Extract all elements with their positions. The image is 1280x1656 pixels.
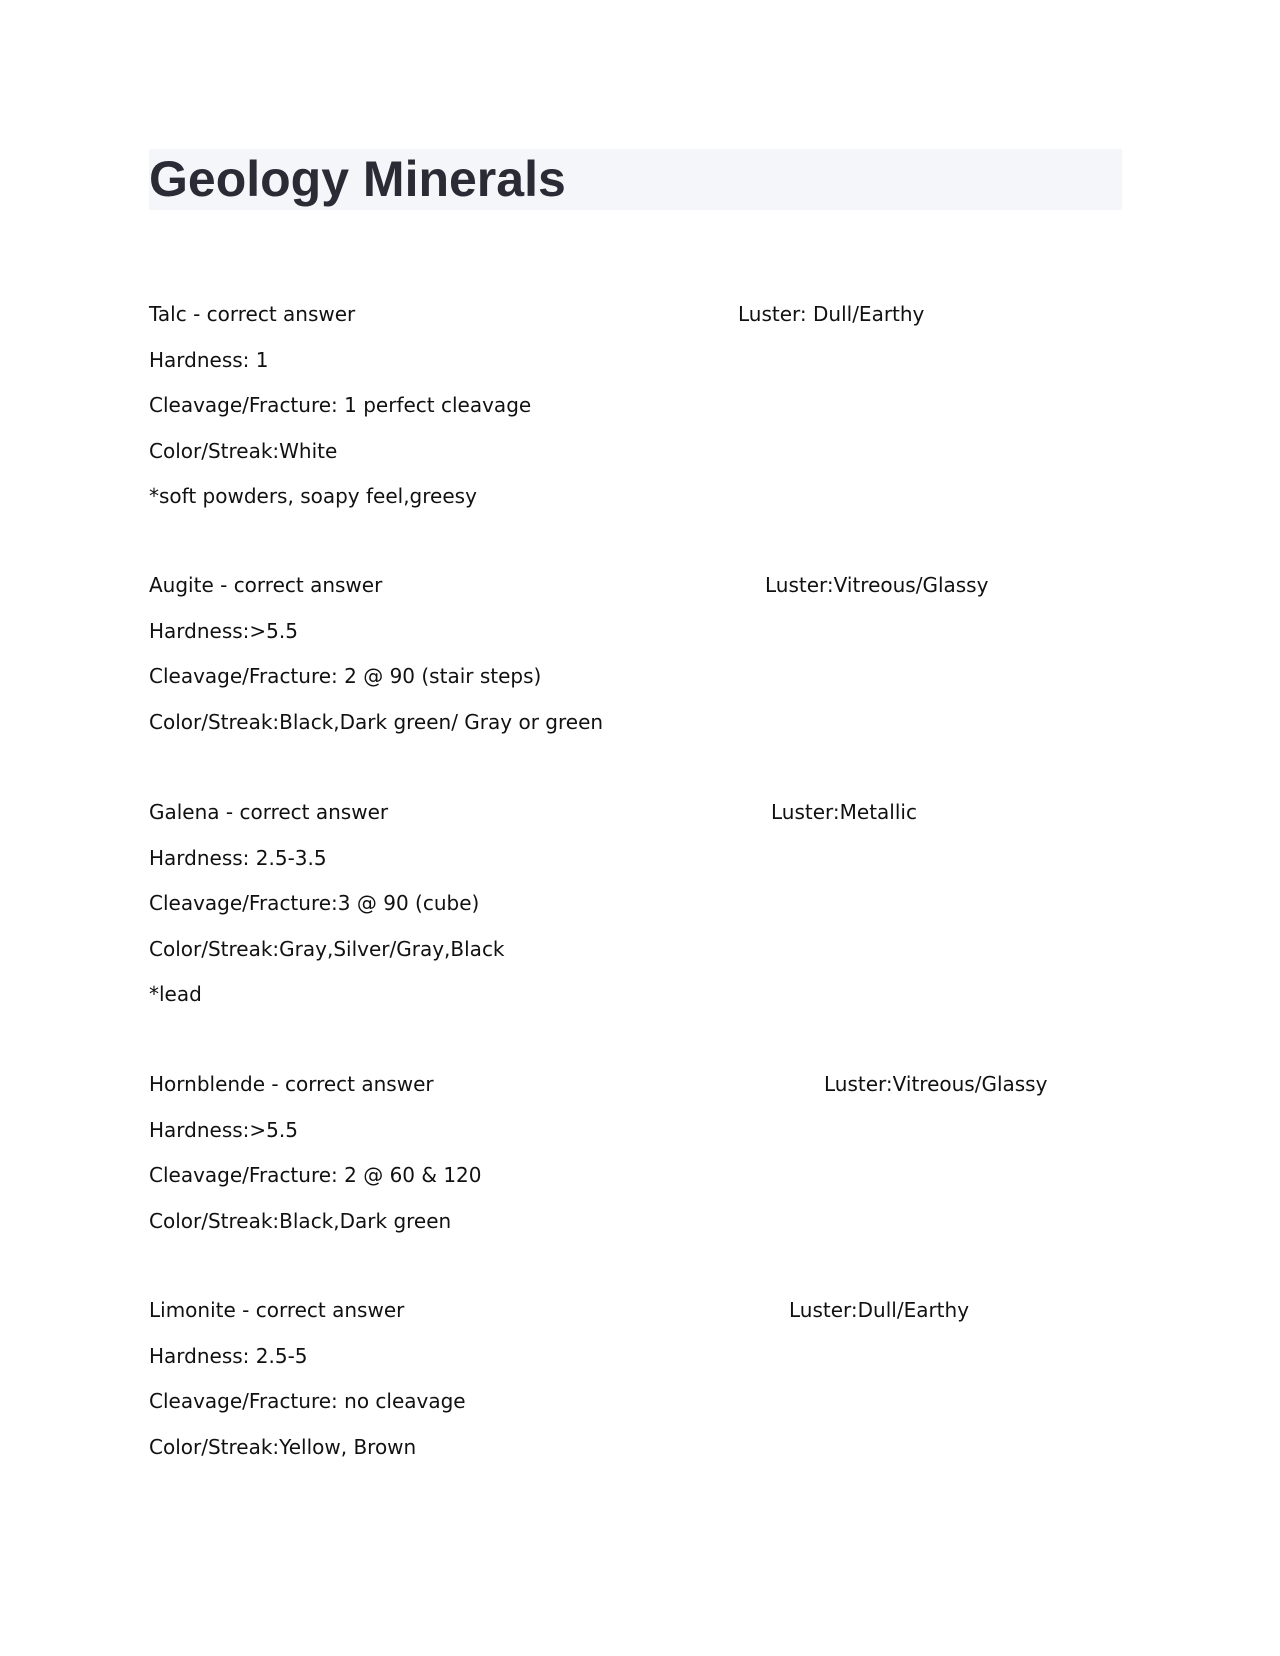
mineral-property: Hardness:>5.5 xyxy=(149,618,298,643)
mineral-luster: Luster:Metallic xyxy=(771,800,917,824)
mineral-property: Hardness: 1 xyxy=(149,347,269,372)
mineral-property: Color/Streak:Gray,Silver/Gray,Black xyxy=(149,936,505,961)
mineral-heading: Limonite - correct answer xyxy=(149,1298,405,1322)
mineral-heading: Talc - correct answer xyxy=(149,302,356,326)
mineral-property: Cleavage/Fracture: no cleavage xyxy=(149,1389,466,1413)
mineral-property: Hardness: 2.5-5 xyxy=(149,1343,308,1368)
mineral-luster: Luster: Dull/Earthy xyxy=(738,302,925,326)
mineral-property: Color/Streak:Black,Dark green xyxy=(149,1208,452,1233)
mineral-property: Color/Streak:Black,Dark green/ Gray or green xyxy=(149,709,604,734)
mineral-property: *soft powders, soapy feel,greesy xyxy=(149,484,477,508)
mineral-luster: Luster:Vitreous/Glassy xyxy=(765,573,989,597)
mineral-property: *lead xyxy=(149,982,202,1006)
mineral-entry xyxy=(149,302,1149,530)
mineral-entry xyxy=(149,573,1149,755)
mineral-property: Hardness: 2.5-3.5 xyxy=(149,845,327,870)
mineral-heading: Galena - correct answer xyxy=(149,800,389,824)
mineral-property: Color/Streak:Yellow, Brown xyxy=(149,1434,417,1459)
mineral-heading: Augite - correct answer xyxy=(149,573,383,597)
mineral-luster: Luster:Vitreous/Glassy xyxy=(824,1072,1048,1096)
mineral-property: Cleavage/Fracture: 2 @ 90 (stair steps) xyxy=(149,664,542,688)
mineral-property: Hardness:>5.5 xyxy=(149,1117,298,1142)
mineral-property: Cleavage/Fracture: 1 perfect cleavage xyxy=(149,393,532,417)
mineral-heading: Hornblende - correct answer xyxy=(149,1072,434,1096)
mineral-luster: Luster:Dull/Earthy xyxy=(789,1298,970,1322)
title-banner xyxy=(149,149,1122,210)
mineral-entry xyxy=(149,1298,1149,1480)
page-title: Geology Minerals xyxy=(149,151,566,207)
mineral-property: Color/Streak:White xyxy=(149,438,338,463)
mineral-entry xyxy=(149,800,1149,1028)
mineral-property: Cleavage/Fracture: 2 @ 60 & 120 xyxy=(149,1163,482,1187)
mineral-property: Cleavage/Fracture:3 @ 90 (cube) xyxy=(149,891,480,915)
mineral-entry xyxy=(149,1072,1149,1254)
